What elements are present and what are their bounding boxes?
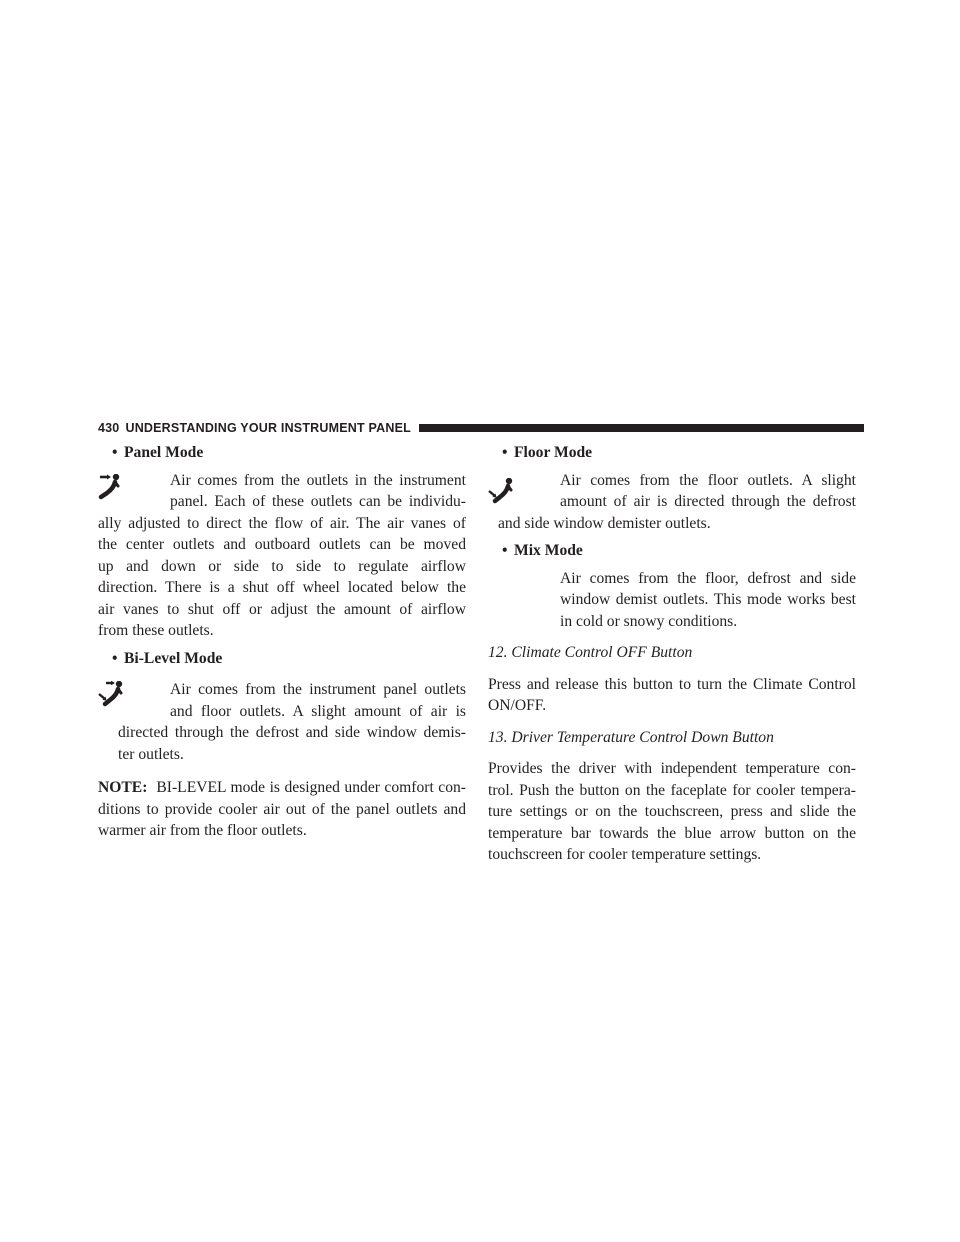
floor-mode-heading: • Floor Mode [488,442,856,464]
bullet: • [502,444,508,461]
mix-mode-block: Air comes from the floor, defrost and side window demist outlets. This mode works best in cold or snowy conditions. [560,569,856,630]
note-paragraph: NOTE: BI-LEVEL mode is designed under comfort con- ditions to provide cooler air out of the panel outlets and warmer air from the floor outlets. [98,779,467,839]
panel-mode-heading: • Panel Mode [98,442,466,464]
bullet: • [502,542,508,559]
left-column [98,442,466,842]
bilevel-mode-heading: • Bi-Level Mode [98,648,466,670]
right-column [488,442,856,866]
mix-mode-heading: • Mix Mode [488,540,856,562]
bilevel-mode-block: Air comes from the instrument panel outlets and floor outlets. A slight amount of air is directed through the defrost and side window demis- ter outlets. [98,679,466,765]
panel-mode-icon [98,474,126,500]
section-12-heading: 12. Climate Control OFF Button [488,644,693,661]
bullet: • [112,444,118,461]
bullet: • [112,649,118,667]
floor-mode-icon [488,478,516,504]
section-title: UNDERSTANDING YOUR INSTRUMENT PANEL [125,421,411,435]
section-13-text: Provides the driver with independent temperature con- trol. Push the button on the faceplate for cooler tempera- ture settings or on the touchscreen, press and slide the temperature bar towards the blue arrow button on the touchscreen for cooler temperature settings. [488,760,856,863]
page-number: 430 [98,421,120,435]
section-12-text: Press and release this button to turn the Climate Control ON/OFF. [488,675,856,714]
floor-mode-block: Air comes from the floor outlets. A slight amount of air is directed through the defrost and side window demister outlets. [488,470,856,535]
page-header [98,418,864,438]
bilevel-mode-icon [98,681,126,707]
header-rule [419,424,864,432]
note-label: NOTE: [98,779,148,796]
section-13-heading: 13. Driver Temperature Control Down Button [488,728,774,746]
panel-mode-block: Air comes from the outlets in the instrument panel. Each of these outlets can be individu- ally adjusted to direct the flow of air. The air vanes of the center outlets and outboard outlets can be moved up and down or side to side to regulate airflow direction. There is a shut off wheel located below the air vanes to shut off or adjust the amount of airflow from these outlets. [98,471,466,639]
